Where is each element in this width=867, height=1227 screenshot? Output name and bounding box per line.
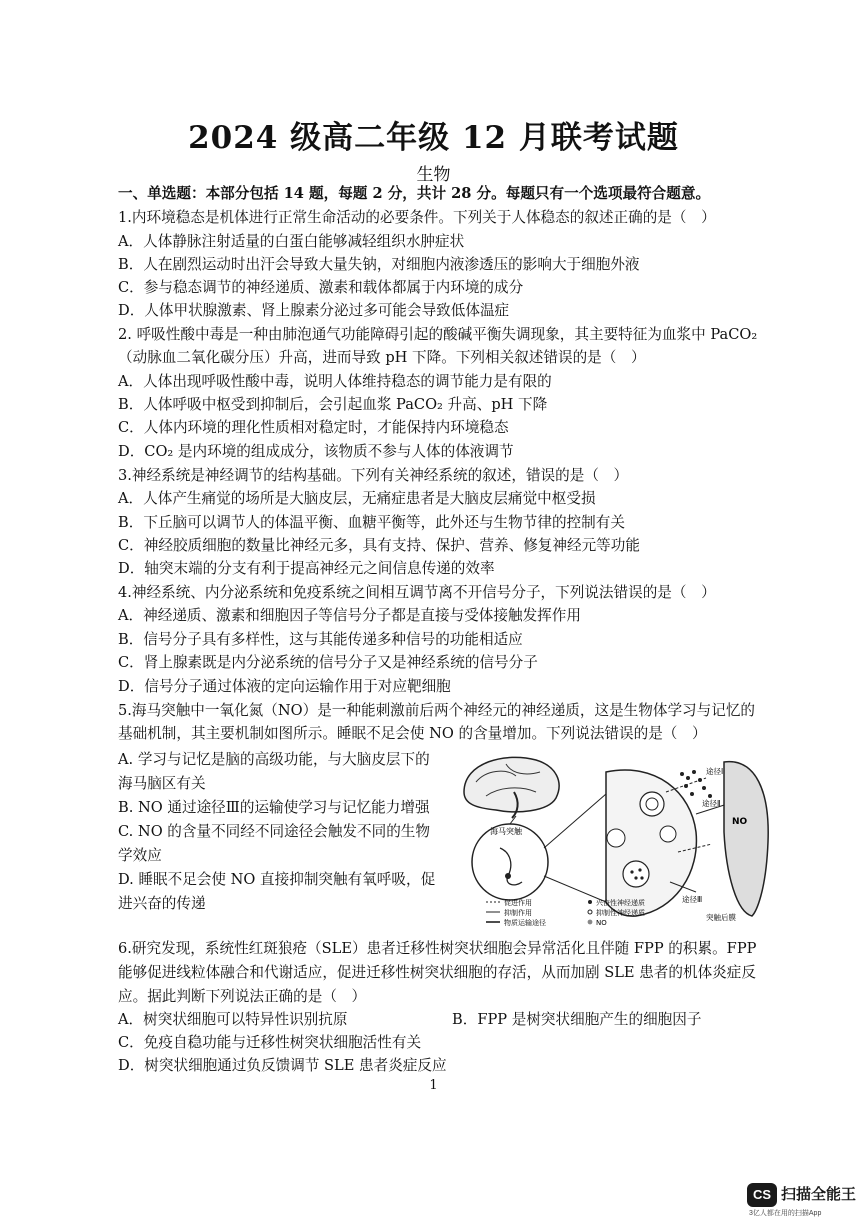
- q5-stem-line2: 基础机制，其主要机制如图所示。睡眠不足会使 NO 的含量增加。下列说法错误的是（ ）: [118, 725, 707, 742]
- legend-inhibit: 抑制作用: [504, 909, 532, 917]
- q3-option-b: B．下丘脑可以调节人的体温平衡、血糖平衡等，此外还与生物节律的控制有关: [118, 514, 625, 531]
- q1-option-c: C．参与稳态调节的神经递质、激素和载体都属于内环境的成分: [118, 279, 524, 296]
- q4-stem: 4.神经系统、内分泌系统和免疫系统之间相互调节离不开信号分子，下列说法错误的是（ ）: [118, 584, 716, 601]
- q6-stem-line2: 能够促进线粒体融合和代谢适应，促进迁移性树突状细胞的存活，从而加剧 SLE 患者的机体炎症反: [118, 964, 756, 981]
- q3-option-d: D．轴突末端的分支有利于提高神经元之间信息传递的效率: [118, 560, 495, 577]
- q4-option-a: A．神经递质、激素和细胞因子等信号分子都是直接与受体接触发挥作用: [118, 607, 581, 624]
- scanner-logo-icon: CS: [747, 1183, 777, 1207]
- page-number: 1: [429, 1078, 438, 1093]
- q4-option-d: D．信号分子通过体液的定向运输作用于对应靶细胞: [118, 678, 451, 695]
- q5-option-a-line2: 海马脑区有关: [118, 775, 206, 792]
- legend-inhibitory: 抑制性神经递质: [596, 909, 645, 917]
- q5-option-d-line1: D. 睡眠不足会使 NO 直接抑制突触有氧呼吸，促: [118, 871, 436, 888]
- label-path3: 途径Ⅲ: [682, 895, 703, 904]
- legend-no: NO: [596, 919, 607, 927]
- q5-option-a-line1: A. 学习与记忆是脑的高级功能，与大脑皮层下的: [118, 751, 430, 768]
- q6-option-b: B．FPP 是树突状细胞产生的细胞因子: [452, 1011, 702, 1028]
- section-heading: 一、单选题：本部分包括 14 题，每题 2 分，共计 28 分。每题只有一个选项最符合题意。: [118, 185, 711, 202]
- q4-option-b: B．信号分子具有多样性，这与其能传递多种信号的功能相适应: [118, 631, 523, 648]
- q6-stem-line3: 应。据此判断下列说法正确的是（ ）: [118, 988, 367, 1005]
- q2-option-b: B．人体呼吸中枢受到抑制后，会引起血浆 PaCO₂ 升高、pH 下降: [118, 396, 548, 413]
- q2-option-d: D．CO₂ 是内环境的组成成分，该物质不参与人体的体液调节: [118, 443, 514, 460]
- q1-stem: 1.内环境稳态是机体进行正常生命活动的必要条件。下列关于人体稳态的叙述正确的是（ ）: [118, 209, 716, 226]
- figure-legend: [486, 898, 645, 927]
- subject-label: 生物: [416, 165, 451, 185]
- q6-stem-line1: 6.研究发现，系统性红斑狼疮（SLE）患者迁移性树突状细胞会异常活化且伴随 FPP 的积累。FPP: [118, 940, 757, 957]
- label-postsynaptic: 突触后膜: [706, 913, 736, 922]
- postsynaptic-membrane: [724, 762, 768, 916]
- q6-option-d: D．树突状细胞通过负反馈调节 SLE 患者炎症反应: [118, 1057, 447, 1074]
- brain-sketch: [464, 757, 559, 818]
- exam-title: 2024 级高二年级 12 月联考试题: [188, 120, 679, 156]
- q6-option-c: C．免疫自稳功能与迁移性树突状细胞活性有关: [118, 1034, 422, 1051]
- synapse-mechanism-figure: [456, 752, 774, 930]
- q5-stem-line1: 5.海马突触中一氧化氮（NO）是一种能刺激前后两个神经元的神经递质，这是生物体学习与记忆的: [118, 702, 756, 719]
- q2-stem-line1: 2. 呼吸性酸中毒是一种由肺泡通气功能障碍引起的酸碱平衡失调现象，其主要特征为血浆中 PaCO₂: [118, 326, 758, 343]
- legend-excitatory: 兴奋性神经递质: [596, 899, 645, 907]
- q1-option-b: B．人在剧烈运动时出汗会导致大量失钠，对细胞内液渗透压的影响大于细胞外液: [118, 256, 640, 273]
- q2-stem-line2: （动脉血二氧化碳分压）升高，进而导致 pH 下降。下列相关叙述错误的是（ ）: [118, 349, 646, 366]
- scanner-app-name: 扫描全能王: [781, 1186, 857, 1203]
- q5-option-c-line2: 学效应: [118, 847, 162, 864]
- scanner-tagline: 3亿人都在用的扫描App: [749, 1210, 822, 1217]
- q6-option-a: A．树突状细胞可以特异性识别抗原: [118, 1011, 348, 1028]
- q3-option-c: C．神经胶质细胞的数量比神经元多，具有支持、保护、营养、修复神经元等功能: [118, 537, 640, 554]
- label-path1: 途径Ⅰ: [706, 767, 724, 776]
- q5-option-d-line2: 进兴奋的传递: [118, 895, 206, 912]
- q5-option-c-line1: C. NO 的含量不同经不同途径会触发不同的生物: [118, 823, 430, 840]
- label-no: NO: [732, 817, 748, 827]
- legend-promote: 促进作用: [504, 899, 532, 907]
- q2-option-a: A．人体出现呼吸性酸中毒，说明人体维持稳态的调节能力是有限的: [118, 373, 552, 390]
- q5-option-b: B. NO 通过途径Ⅲ的运输使学习与记忆能力增强: [118, 799, 430, 816]
- q2-option-c: C．人体内环境的理化性质相对稳定时，才能保持内环境稳态: [118, 419, 509, 436]
- scanner-watermark: [747, 1180, 859, 1218]
- q1-option-d: D．人体甲状腺激素、肾上腺素分泌过多可能会导致低体温症: [118, 302, 510, 319]
- legend-transport: 物质运输途径: [504, 919, 546, 927]
- q1-option-a: A．人体静脉注射适量的白蛋白能够减轻组织水肿症状: [118, 233, 465, 250]
- q3-stem: 3.神经系统是神经调节的结构基础。下列有关神经系统的叙述，错误的是（ ）: [118, 467, 629, 484]
- label-path2: 途径Ⅱ: [702, 799, 721, 808]
- q3-option-a: A．人体产生痛觉的场所是大脑皮层，无痛症患者是大脑皮层痛觉中枢受损: [118, 490, 596, 507]
- q4-option-c: C．肾上腺素既是内分泌系统的信号分子又是神经系统的信号分子: [118, 654, 538, 671]
- label-hippocampus: 海马突触: [490, 827, 522, 836]
